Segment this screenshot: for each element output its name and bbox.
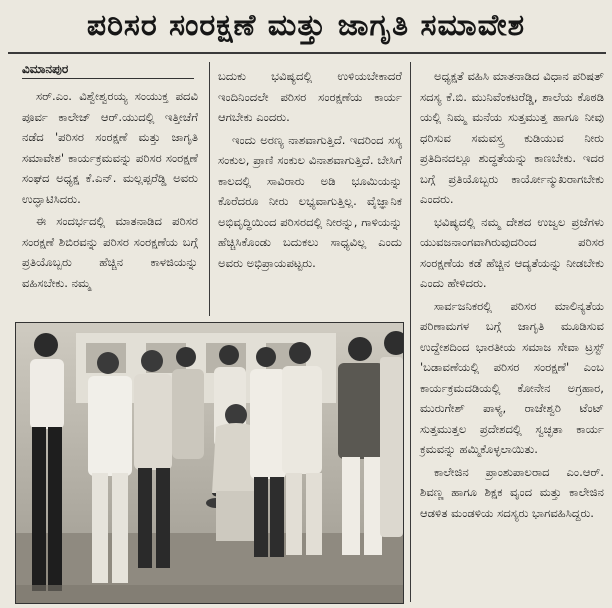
news-photo	[15, 322, 404, 604]
paragraph: ಭವಿಷ್ಯದಲ್ಲಿ ನಮ್ಮ ದೇಶದ ಉಜ್ವಲ ಪ್ರಜೆಗಳು ಯುವಜನಾಂಗವಾಗಿರುವುದರಿಂದ ಪರಿಸರ ಸಂರಕ್ಷಣೆಯ ಕಡೆ ಹೆಚ್ಚಿನ ಆದ್ಯತೆಯನ್ನು ನೀಡಬೇಕು ಎಂದು ಹೇಳಿದರು.	[420, 214, 604, 290]
paragraph: ಕಾಲೇಜಿನ ಪ್ರಾಂಶುಪಾಲರಾದ ಎಂ.ಆರ್. ಶಿವಣ್ಣ ಹಾಗೂ ಶಿಕ್ಷಕ ವೃಂದ ಮತ್ತು ಕಾಲೇಜಿನ ಆಡಳಿತ ಮಂಡಳಿಯ ಸದಸ್ಯರು ಭಾಗವಹಿಸಿದ್ದರು.	[420, 464, 604, 520]
paragraph: ಇಂದು ಅರಣ್ಯ ನಾಶವಾಗುತ್ತಿದೆ. ಇದರಿಂದ ಸಸ್ಯ ಸಂಕುಲ, ಪ್ರಾಣಿ ಸಂಕುಲ ವಿನಾಶವಾಗುತ್ತಿದೆ. ಬೇಸಿಗೆ ಕಾಲದಲ್ಲಿ ಸಾವಿರಾರು ಅಡಿ ಭೂಮಿಯನ್ನು ಕೊರೆದರೂ ನೀರು ಲಭ್ಯವಾಗುತ್ತಿಲ್ಲ. ವೈಜ್ಞಾನಿಕ ಅಭಿವೃದ್ಧಿಯಿಂದ ಪರಿಸರದಲ್ಲಿ ನೀರನ್ನು, ಗಾಳಿಯನ್ನು ಹೆಚ್ಚಿಸಿಕೊಂಡು ಬದುಕಲು ಸಾಧ್ಯವಿಲ್ಲ ಎಂದು ಅವರು ಅಭಿಪ್ರಾಯಪಟ್ಟರು.	[218, 132, 402, 270]
column-divider	[209, 62, 210, 316]
paragraph: ಈ ಸಂದರ್ಭದಲ್ಲಿ ಮಾತನಾಡಿದ ಪರಿಸರ ಸಂರಕ್ಷಣೆ ಶಿಬಿರವನ್ನು ಪರಿಸರ ಸಂರಕ್ಷಣೆಯ ಬಗ್ಗೆ ಪ್ರತಿಯೊಬ್ಬರು ಹೆಚ್ಚಿನ ಕಾಳಜಿಯನ್ನು ವಹಿಸಬೇಕು. ನಮ್ಮ	[22, 214, 198, 290]
paragraph: ಸರ್.ಎಂ. ವಿಶ್ವೇಶ್ವರಯ್ಯ ಸಂಯುಕ್ತ ಪದವಿ ಪೂರ್ವ ಕಾಲೇಜ್ ಆರ್.ಯುದಲ್ಲಿ ಇತ್ತೀಚೆಗೆ ನಡೆದ 'ಪರಿಸರ ಸಂರಕ್ಷಣೆ ಮತ್ತು ಜಾಗೃತಿ ಸಮಾವೇಶ' ಕಾರ್ಯಕ್ರಮವನ್ನು ಪರಿಸರ ಸಂರಕ್ಷಣೆ ಸಂಘದ ಅಧ್ಯಕ್ಷ ಕೆ.ಎನ್. ಮಲ್ಲಪ್ಪರೆಡ್ಡಿ ಅವರು ಉದ್ಘಾಟಿಸಿದರು.	[22, 89, 198, 206]
column-divider	[410, 62, 411, 602]
paragraph: ಅಧ್ಯಕ್ಷತೆ ವಹಿಸಿ ಮಾತನಾಡಿದ ವಿಧಾನ ಪರಿಷತ್ ಸದಸ್ಯ ಕೆ.ಬಿ. ಮುನಿವೆಂಕಟರೆಡ್ಡಿ, ಶಾಲೆಯ ಕೊಠಡಿ ಯಲ್ಲಿ ನಿಮ್ಮ ಮನೆಯ ಸುತ್ತಮುತ್ತ ಹಾಗೂ ನೀವು ಧರಿಸುವ ಸಮವಸ್ತ್ರ ಕುಡಿಯುವ ನೀರು ಪ್ರತಿದಿನದಲ್ಲೂ ಶುದ್ಧತೆಯನ್ನು ಕಾಣಬೇಕು. ಇದರ ಬಗ್ಗೆ ಪ್ರತಿಯೊಬ್ಬರು ಕಾರ್ಯೋನ್ಮುಖರಾಗಬೇಕು ಎಂದರು.	[420, 69, 604, 206]
headline-rule	[8, 52, 606, 54]
article-column-3	[420, 66, 604, 606]
paragraph: ಬದುಕು ಭವಿಷ್ಯದಲ್ಲಿ ಉಳಿಯಬೇಕಾದರೆ ಇಂದಿನಿಂದಲೇ ಪರಿಸರ ಸಂರಕ್ಷಣೆಯ ಕಾರ್ಯ ಆಗಬೇಕು ಎಂದರು.	[218, 69, 402, 124]
paragraph: ಸಾರ್ವಜನಿಕರಲ್ಲಿ ಪರಿಸರ ಮಾಲಿನ್ಯತೆಯ ಪರಿಣಾಮಗಳ ಬಗ್ಗೆ ಜಾಗೃತಿ ಮೂಡಿಸುವ ಉದ್ದೇಶದಿಂದ ಭಾರತೀಯ ಸಮಾಜ ಸೇವಾ ಟ್ರಸ್ಟ್ 'ಬಡಾವಣೆಯಲ್ಲಿ ಪರಿಸರ ಸಂರಕ್ಷಣೆ' ಎಂಬ ಕಾರ್ಯಕ್ರಮದಡಿಯಲ್ಲಿ ಕೋನೇನ ಅಗ್ರಹಾರ, ಮುರುಗೇಶ್ ಪಾಳ್ಯ, ರಾಜೇಶ್ವರಿ ಟೆಂಟ್ ಸುತ್ತಮುತ್ತಲ ಪ್ರದೇಶದಲ್ಲಿ ಸ್ವಚ್ಛತಾ ಕಾರ್ಯ ಕ್ರಮವನ್ನು ಹಮ್ಮಿಕೊಳ್ಳಲಾಯಿತು.	[420, 298, 604, 456]
article-column-2	[218, 66, 402, 318]
news-photo-illustration	[16, 323, 403, 603]
article-column-1	[22, 86, 198, 318]
headline: ಪರಿಸರ ಸಂರಕ್ಷಣೆ ಮತ್ತು ಜಾಗೃತಿ ಸಮಾವೇಶ	[86, 8, 526, 43]
dateline: ವಿಮಾನಪುರ	[22, 62, 194, 79]
